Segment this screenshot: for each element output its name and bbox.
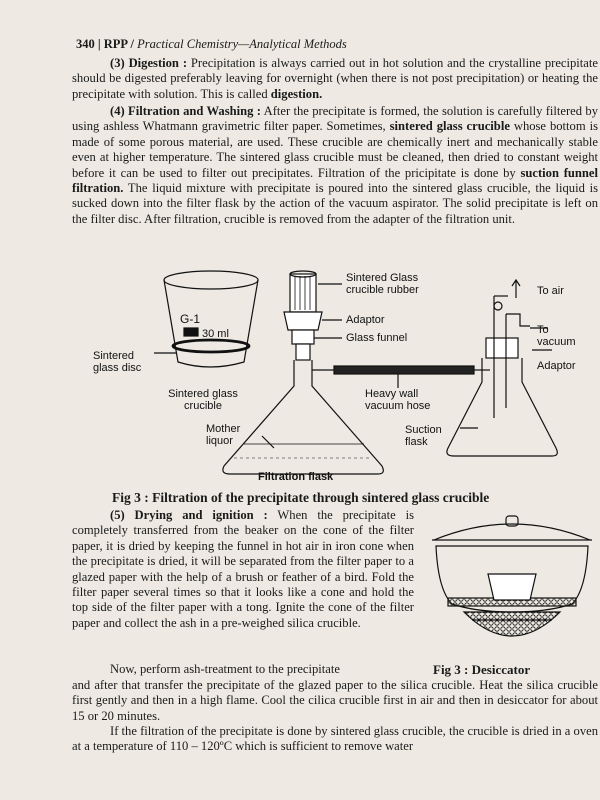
- page-header: 340 | RPP / Practical Chemistry—Analytical Methods: [76, 37, 347, 51]
- drying-paragraph: [72, 508, 414, 631]
- filtration-paragraph: [72, 104, 598, 227]
- desiccator-caption: Fig 3 : Desiccator: [433, 662, 531, 677]
- filtration-flask: [223, 360, 383, 474]
- filtration-text-2: whose bottom is made of some porous material, are used. These crucible are chemically inert and mechanically stable even at higher temperature. The sintered glass crucible must be cleaned, then dried to constant weight before it can be used to filter out precipitates. Filtration of the pricipitate is done by: [72, 119, 598, 180]
- suction-flask-label: Suction flask: [405, 424, 442, 448]
- filtration-term-1: sintered glass crucible: [389, 119, 510, 134]
- filtration-text-3: The liquid mixture with precipitate is poured into the sintered glass crucible, the liquid is sucked down into the filter flask by the action of the vacuum aspirator. The solid precipitate is left on the filter disc. After filtration, crucible is removed from the adapter of the filtration unit.: [72, 181, 598, 226]
- page-number: 340: [76, 37, 95, 51]
- drying-heading: (5) Drying and ignition :: [110, 508, 268, 522]
- to-vacuum-label: To vacuum: [537, 324, 576, 348]
- digestion-term: digestion.: [270, 86, 323, 101]
- book-subtitle: —Analytical Methods: [238, 37, 347, 51]
- crucible-rubber-label: Sintered Glass crucible rubber: [346, 272, 419, 296]
- volume-label: 30 ml: [202, 328, 229, 340]
- glass-funnel-label: Glass funnel: [346, 332, 408, 344]
- figure3-caption: Fig 3 : Filtration of the precipitate through sintered glass crucible: [112, 490, 490, 505]
- filtration-text-1: After the precipitate is formed, the solution is carefully filtered by using ashless Whatmann gravimetric filter paper. Sometimes,: [72, 104, 598, 134]
- filtration-flask-label: Filtration flask: [258, 471, 334, 483]
- vacuum-hose-label: Heavy wall vacuum hose: [365, 388, 431, 412]
- mother-liquor-label: Mother liquor: [206, 423, 241, 447]
- vacuum-hose: [334, 366, 474, 374]
- right-adaptor: [486, 338, 518, 358]
- filtration-apparatus-figure: [78, 258, 598, 486]
- digestion-paragraph: [72, 56, 598, 102]
- drying-text: When the precipitate is completely transferred from the beaker on the cone of the filter paper, it is dried by keeping the funnel in hot air in iron cone when the precipitate is dried, it will be separated from the filter paper to a glazed paper with the help of a brush or feather of a bird. Fold the filter paper several times so that it looks like a cone and hold the top side of the filter paper with a tong. Ignite the cone of the filter paper and collect the ash in a pre-weighed silica crucible.: [72, 508, 414, 630]
- digestion-text: Precipitation is always carried out in hot solution and the crystalline precipitate should be digested preferably leaving for overnight (when there is not post precipitation) or heating the precipitate with solution. This is called: [72, 56, 598, 101]
- to-air-label: To air: [537, 285, 564, 297]
- desiccant: [464, 612, 560, 636]
- g1-label: G-1: [180, 312, 201, 326]
- final-paragraph: If the filtration of the precipitate is done by sintered glass crucible, the crucible is dried in a oven at a temperature of 110 – 120ºC which is sufficient to remove water: [72, 724, 598, 754]
- crucible-disc: [173, 340, 249, 352]
- series-name: RPP: [103, 37, 128, 51]
- adaptor-shape: [284, 312, 322, 330]
- crucible-in-desiccator: [488, 574, 536, 600]
- rubber-stopper: [290, 274, 316, 312]
- adaptor-label: Adaptor: [346, 314, 385, 326]
- glass-funnel-neck: [292, 330, 314, 344]
- sintered-crucible-label: Sintered glass crucible: [168, 388, 238, 412]
- crucible-badge-box: [184, 328, 198, 336]
- filtration-heading: (4) Filtration and Washing :: [110, 104, 261, 118]
- filtration-term-2: suction funnel filtration.: [72, 165, 599, 196]
- sintered-disc-label: Sintered glass disc: [93, 350, 142, 374]
- book-title: Practical Chemistry: [137, 37, 239, 51]
- right-adaptor-label: Adaptor: [537, 360, 576, 372]
- crucible-rim: [164, 271, 258, 289]
- ash-treatment-line: Now, perform ash-treatment to the precipitate: [110, 662, 340, 676]
- desiccator-figure: [428, 512, 596, 660]
- crucible-outline: [164, 280, 258, 367]
- ash-treatment-paragraph: and after that transfer the precipitate of the glazed paper to the silica crucible. Heat the silica crucible first gently and then in a high flame. Cool the cilica crucible first in air and then in desiccator for about 15 or 20 minutes.: [72, 678, 598, 723]
- digestion-heading: (3) Digestion :: [110, 56, 188, 70]
